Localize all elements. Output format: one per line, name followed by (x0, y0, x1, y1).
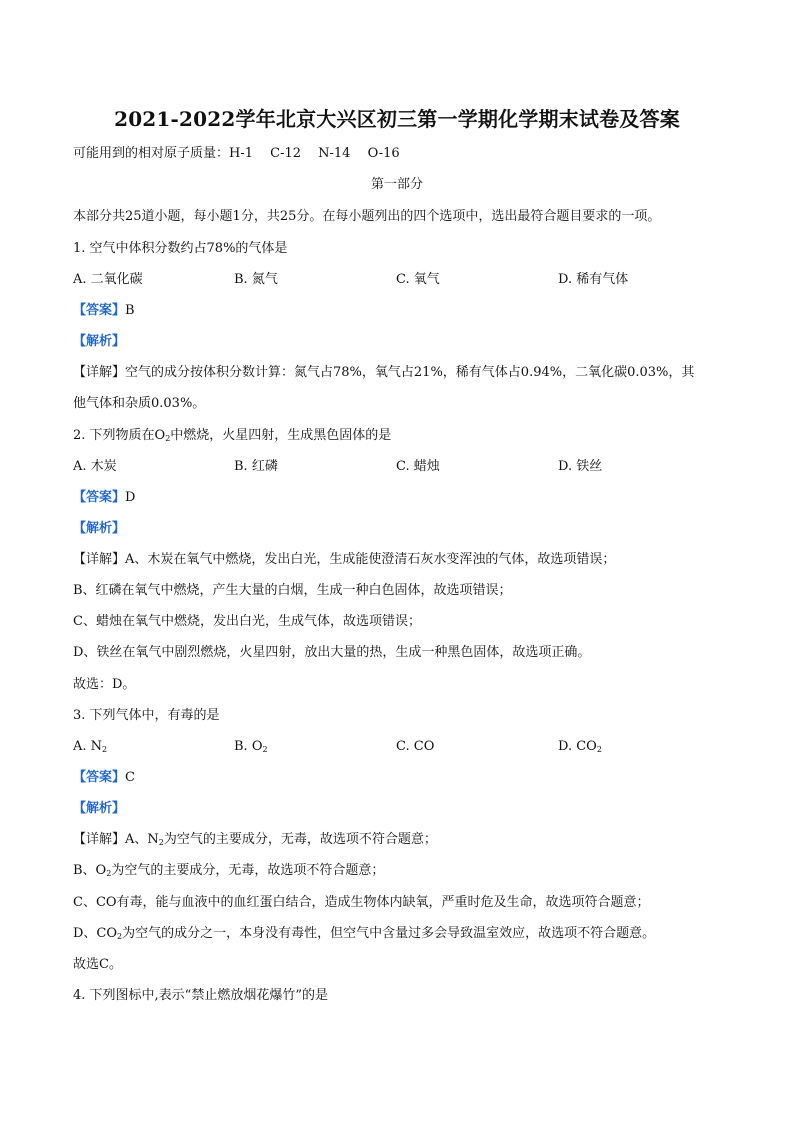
q2-detail-c: C、蜡烛在氧气中燃烧，发出白光，生成气体，故选项错误； (73, 614, 421, 629)
q3-answer-tag: 【答案】 (73, 770, 126, 785)
q1-detail-line-2: 他气体和杂质0.03%。 (73, 396, 206, 411)
q3-option-a (73, 738, 107, 756)
q3-detail-c: C、CO有毒，能与血液中的血红蛋白结合，造成生物体内缺氧，严重时危及生命，故选项符合题意； (73, 895, 650, 910)
q1-answer-value: B (125, 303, 135, 318)
q2-detail-a-text: A、木炭在氧气中燃烧，发出白光，生成能使澄清石灰水变浑浊的气体，故选项错误； (125, 552, 616, 567)
q2-option-c: C. 蜡烛 (396, 459, 440, 474)
q3-option-c: C. CO (396, 739, 435, 754)
q3-detail-b-sub: 2 (106, 869, 112, 878)
q3-detail-a (73, 831, 734, 849)
q2-detail-b: B、红磷在氧气中燃烧，产生大量的白烟，生成一种白色固体，故选项错误； (73, 583, 512, 598)
q3-detail-b-pre: B、O (73, 863, 107, 878)
q3-analysis-line (73, 800, 734, 818)
q1-answer-line (73, 302, 734, 320)
q2-stem-sub: 2 (165, 434, 171, 443)
q3-detail-d-sub: 2 (117, 932, 123, 941)
q2-analysis-line (73, 520, 734, 538)
q2-detail-a (73, 551, 734, 569)
q3-detail-a-sub: 2 (158, 838, 164, 847)
q3-detail-tag: 【详解】 (73, 832, 126, 847)
q3-option-a-sub: 2 (102, 745, 108, 754)
q3-detail-d-post: 为空气的成分之一，本身没有毒性，但空气中含量过多会导致温室效应，故选项不符合题意。 (122, 926, 656, 941)
q1-option-c: C. 氧气 (396, 272, 440, 287)
q3-detail-b-post: 为空气的主要成分，无毒，故选项不符合题意； (111, 863, 385, 878)
q2-option-b: B. 红磷 (234, 459, 278, 474)
q3-detail-a-post: 为空气的主要成分，无毒，故选项不符合题意； (163, 832, 437, 847)
q2-stem-pre: 2. 下列物质在O (73, 428, 166, 443)
q3-analysis-tag: 【解析】 (73, 801, 126, 816)
q2-stem-post: 中燃烧，火星四射，生成黑色固体的是 (170, 428, 392, 443)
q3-detail-d (73, 925, 734, 943)
q3-detail-a-pre: A、N (125, 832, 159, 847)
q1-stem: 1. 空气中体积分数约占78%的气体是 (73, 241, 288, 256)
q3-option-a-pre: A. N (73, 739, 103, 754)
q3-option-b-pre: B. O (234, 739, 263, 754)
q3-option-b-sub: 2 (262, 745, 268, 754)
q2-conclusion: 故选：D。 (73, 677, 136, 692)
q3-option-d-sub: 2 (596, 745, 602, 754)
q2-answer-value: D (125, 490, 136, 505)
q2-answer-line (73, 489, 734, 507)
instructions-line: 本部分共25道小题，每小题1分，共25分。在每小题列出的四个选项中，选出最符合题目要求的一项。 (73, 209, 661, 224)
q1-option-b: B. 氮气 (234, 272, 278, 287)
section-label: 第一部分 (370, 177, 423, 192)
q3-detail-b (73, 862, 734, 880)
q2-analysis-tag: 【解析】 (73, 521, 126, 536)
q3-answer-line (73, 769, 734, 787)
q2-detail-d: D、铁丝在氧气中剧烈燃烧，火星四射，放出大量的热，生成一种黑色固体，故选项正确。 (73, 645, 591, 660)
q2-option-d: D. 铁丝 (558, 459, 603, 474)
q2-detail-tag: 【详解】 (73, 552, 126, 567)
q2-option-a: A. 木炭 (73, 459, 117, 474)
q3-option-d-pre: D. CO (558, 739, 597, 754)
q1-option-d: D. 稀有气体 (558, 272, 629, 287)
q1-detail-line-1 (73, 364, 734, 382)
q3-option-d (558, 738, 602, 756)
q1-analysis-line (73, 333, 734, 351)
atomic-masses-line: 可能用到的相对原子质量：H-1 C-12 N-14 O-16 (73, 146, 400, 161)
q1-detail-text-1: 空气的成分按体积分数计算：氮气占78%，氧气占21%，稀有气体占0.94%，二氧化碳0.03%，其 (125, 365, 695, 380)
q3-conclusion: 故选C。 (73, 957, 122, 972)
q4-stem: 4. 下列图标中,表示“禁止燃放烟花爆竹”的是 (73, 988, 328, 1003)
q1-option-a: A. 二氧化碳 (73, 272, 143, 287)
document-title: 2021-2022学年北京大兴区初三第一学期化学期末试卷及答案 (114, 107, 680, 131)
q2-stem (73, 427, 734, 445)
q1-detail-tag: 【详解】 (73, 365, 126, 380)
q3-stem: 3. 下列气体中，有毒的是 (73, 708, 220, 723)
q1-analysis-tag: 【解析】 (73, 334, 126, 349)
q2-answer-tag: 【答案】 (73, 490, 126, 505)
q3-option-b (234, 738, 268, 756)
q3-detail-d-pre: D、CO (73, 926, 118, 941)
q1-answer-tag: 【答案】 (73, 303, 126, 318)
q3-answer-value: C (125, 770, 135, 785)
